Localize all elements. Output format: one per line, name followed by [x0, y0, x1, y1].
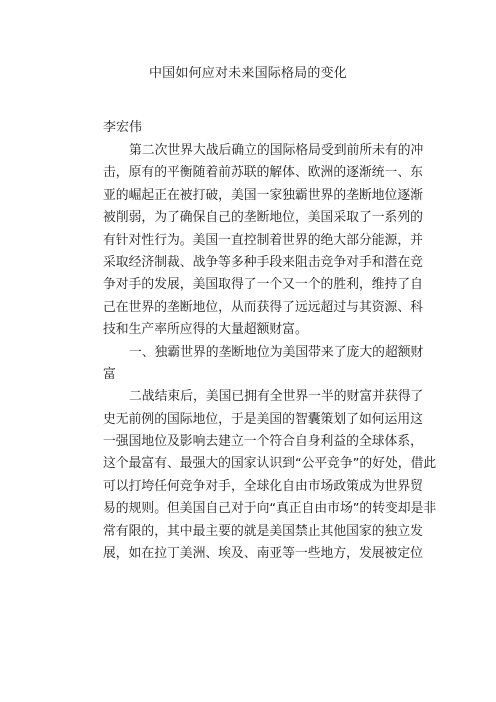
text-line: 被削弱，为了确保自己的垄断地位，美国采取了一系列的 — [103, 210, 423, 226]
text-line: 史无前例的国际地位，于是美国的智囊策划了如何运用这 — [103, 411, 423, 427]
document-title: 中国如何应对未来国际格局的变化 — [148, 66, 347, 81]
text-line: 击，原有的平衡随着前苏联的解体、欧洲的逐渐统一、东 — [103, 165, 423, 181]
text-line: 常有限的，其中最主要的就是美国禁止其他国家的独立发 — [103, 523, 423, 539]
text-line: 易的规则。但美国自己对于向“真正自由市场”的转变却是非 — [103, 501, 437, 517]
text-line: 一强国地位及影响去建立一个符合自身利益的全球体系， — [103, 434, 423, 450]
body-text — [103, 140, 437, 565]
text-line: 技和生产率所应得的大量超额财富。 — [103, 322, 308, 338]
text-line: 这个最富有、最强大的国家认识到“公平竞争”的好处，借此 — [103, 456, 437, 472]
text-line: 一、独霸世界的垄断地位为美国带来了庞大的超额财 — [129, 344, 424, 360]
text-line: 己在世界的垄断地位，从而获得了远远超过与其资源、科 — [103, 299, 423, 315]
text-line: 争对手的发展，美国取得了一个又一个的胜利，维持了自 — [103, 277, 423, 293]
text-line: 有针对性行为。美国一直控制着世界的绝大部分能源，并 — [103, 232, 423, 248]
text-line: 采取经济制裁、战争等多种手段来阻击竞争对手和潜在竞 — [103, 254, 423, 270]
text-line: 富 — [103, 366, 116, 382]
text-line: 亚的崛起正在被打破，美国一家独霸世界的垄断地位逐渐 — [103, 187, 423, 203]
text-line: 二战结束后，美国已拥有全世界一半的财富并获得了 — [129, 389, 424, 405]
text-line: 展，如在拉丁美洲、埃及、南亚等一些地方，发展被定位 — [103, 546, 423, 562]
author-name: 李宏伟 — [103, 120, 143, 135]
text-line: 第二次世界大战后确立的国际格局受到前所未有的冲 — [129, 143, 424, 158]
text-line: 可以打垮任何竞争对手，全球化自由市场政策成为世界贸 — [103, 478, 423, 494]
